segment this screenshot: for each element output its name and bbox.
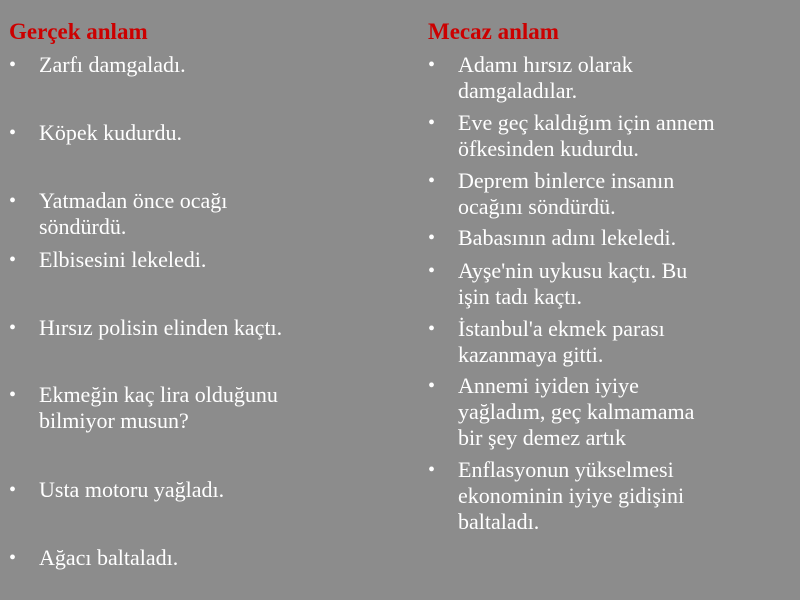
literal-item [9, 188, 389, 240]
literal-item-text: Hırsız polisin elinden kaçtı. [39, 315, 283, 340]
figurative-item-text: Enflasyonun yükselmesi ekonominin iyiye gidişini baltaladı. [458, 457, 685, 534]
bullet-icon: • [428, 54, 436, 76]
bullet-icon: • [428, 170, 436, 192]
bullet-icon: • [428, 375, 436, 397]
bullet-icon: • [9, 54, 17, 76]
bullet-icon: • [428, 318, 436, 340]
figurative-item [428, 52, 788, 104]
literal-item [9, 247, 389, 273]
literal-item-text: Zarfı damgaladı. [39, 52, 186, 77]
figurative-meaning-heading: Mecaz anlam [428, 19, 559, 44]
bullet-icon: • [9, 547, 17, 569]
figurative-item [428, 258, 788, 310]
figurative-item [428, 316, 788, 368]
figurative-item [428, 373, 788, 451]
bullet-icon: • [9, 190, 17, 212]
bullet-icon: • [9, 122, 17, 144]
literal-item-text: Ağacı baltaladı. [39, 545, 179, 570]
figurative-item [428, 110, 788, 162]
literal-item-text: Ekmeğin kaç lira olduğunu bilmiyor musun? [39, 382, 278, 433]
figurative-item-text: Adamı hırsız olarak damgaladılar. [458, 52, 633, 103]
literal-item-text: Usta motoru yağladı. [39, 477, 225, 502]
figurative-item-text: Eve geç kaldığım için annem öfkesinden kudurdu. [458, 110, 715, 161]
bullet-icon: • [9, 384, 17, 406]
bullet-icon: • [428, 112, 436, 134]
figurative-item-text: Annemi iyiden iyiye yağladım, geç kalmamama bir şey demez artık [458, 373, 695, 450]
figurative-item [428, 457, 788, 535]
literal-item [9, 477, 389, 503]
bullet-icon: • [428, 227, 436, 249]
literal-item [9, 52, 389, 78]
literal-item [9, 315, 389, 341]
figurative-item-text: Babasının adını lekeledi. [458, 225, 677, 250]
literal-item [9, 120, 389, 146]
literal-item [9, 545, 389, 571]
figurative-item-text: İstanbul'a ekmek parası kazanmaya gitti. [458, 316, 665, 367]
figurative-item-text: Deprem binlerce insanın ocağını söndürdü. [458, 168, 675, 219]
literal-item [9, 382, 389, 434]
bullet-icon: • [9, 317, 17, 339]
literal-item-text: Köpek kudurdu. [39, 120, 182, 145]
bullet-icon: • [428, 260, 436, 282]
literal-item-text: Yatmadan önce ocağı söndürdü. [39, 188, 228, 239]
bullet-icon: • [428, 459, 436, 481]
literal-item-text: Elbisesini lekeledi. [39, 247, 207, 272]
bullet-icon: • [9, 479, 17, 501]
figurative-item-text: Ayşe'nin uykusu kaçtı. Bu işin tadı kaçtı. [458, 258, 688, 309]
bullet-icon: • [9, 249, 17, 271]
figurative-item [428, 225, 788, 251]
figurative-item [428, 168, 788, 220]
literal-meaning-heading: Gerçek anlam [9, 19, 148, 44]
